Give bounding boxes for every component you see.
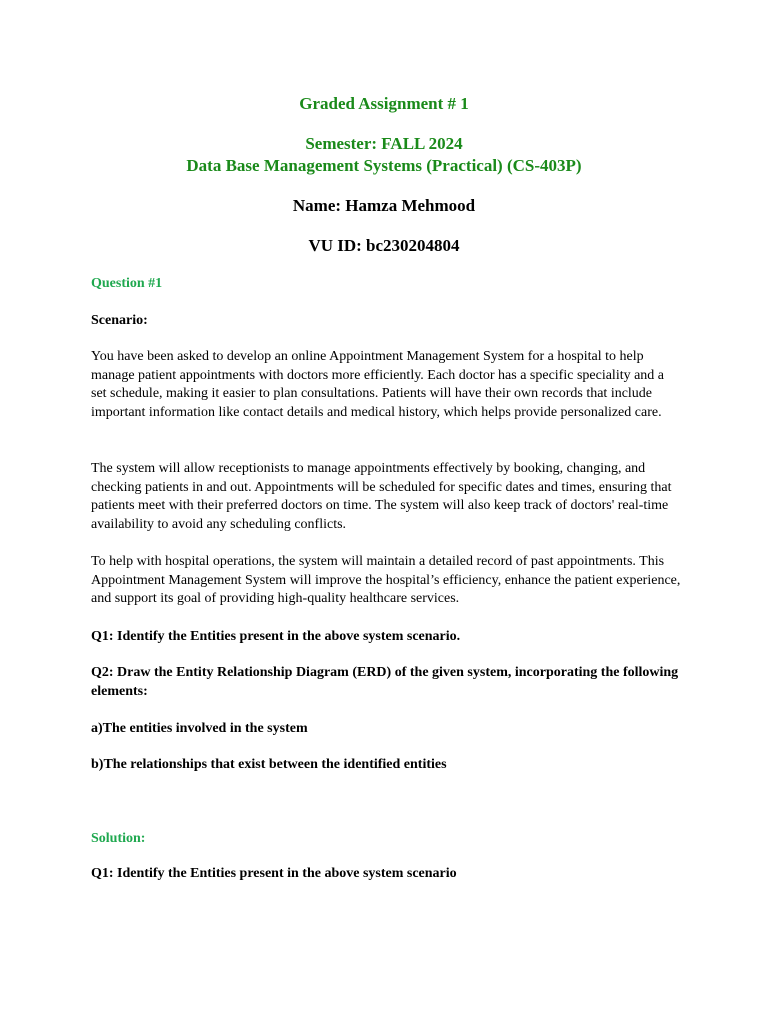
scenario-paragraph-2: The system will allow receptionists to manage appointments effectively by booking, changing, and checking patients in and out. Appointments will be scheduled for specific dates and times, ensuring that patients meet with their preferred doctors on time. The system will also keep track of doctors' real-time availability to avoid any scheduling conflicts. <box>91 461 672 532</box>
question-label: Question #1 <box>91 276 163 291</box>
q2-prompt: Q2: Draw the Entity Relationship Diagram (ERD) of the given system, incorporating the following elements: <box>91 665 679 699</box>
scenario-paragraph-1: You have been asked to develop an online Appointment Management System for a hospital to help manage patient appointments with doctors more efficiently. Each doctor has a specific speciality and a set schedule, making it easier to plan consultations. Patients will have their own records that include important information like contact details and medical history, which helps provide personalized care. <box>91 349 665 420</box>
scenario-label: Scenario: <box>91 313 148 328</box>
student-name: Name: Hamza Mehmood <box>292 196 476 215</box>
q2-item-a: a)The entities involved in the system <box>91 721 308 736</box>
course-title: Data Base Management Systems (Practical) (CS-403P) <box>186 156 582 175</box>
semester-line: Semester: FALL 2024 <box>305 134 463 153</box>
assignment-title: Graded Assignment # 1 <box>299 94 469 113</box>
q2-item-b: b)The relationships that exist between the identified entities <box>91 757 447 772</box>
q1-prompt: Q1: Identify the Entities present in the above system scenario. <box>91 629 461 644</box>
scenario-paragraph-3: To help with hospital operations, the system will maintain a detailed record of past appointments. This Appointment Management System will improve the hospital’s efficiency, enhance the patient experience, and support its goal of providing high-quality healthcare services. <box>91 554 681 607</box>
vu-id: VU ID: bc230204804 <box>308 236 460 255</box>
solution-q1: Q1: Identify the Entities present in the above system scenario <box>91 866 457 881</box>
solution-label: Solution: <box>91 831 146 846</box>
